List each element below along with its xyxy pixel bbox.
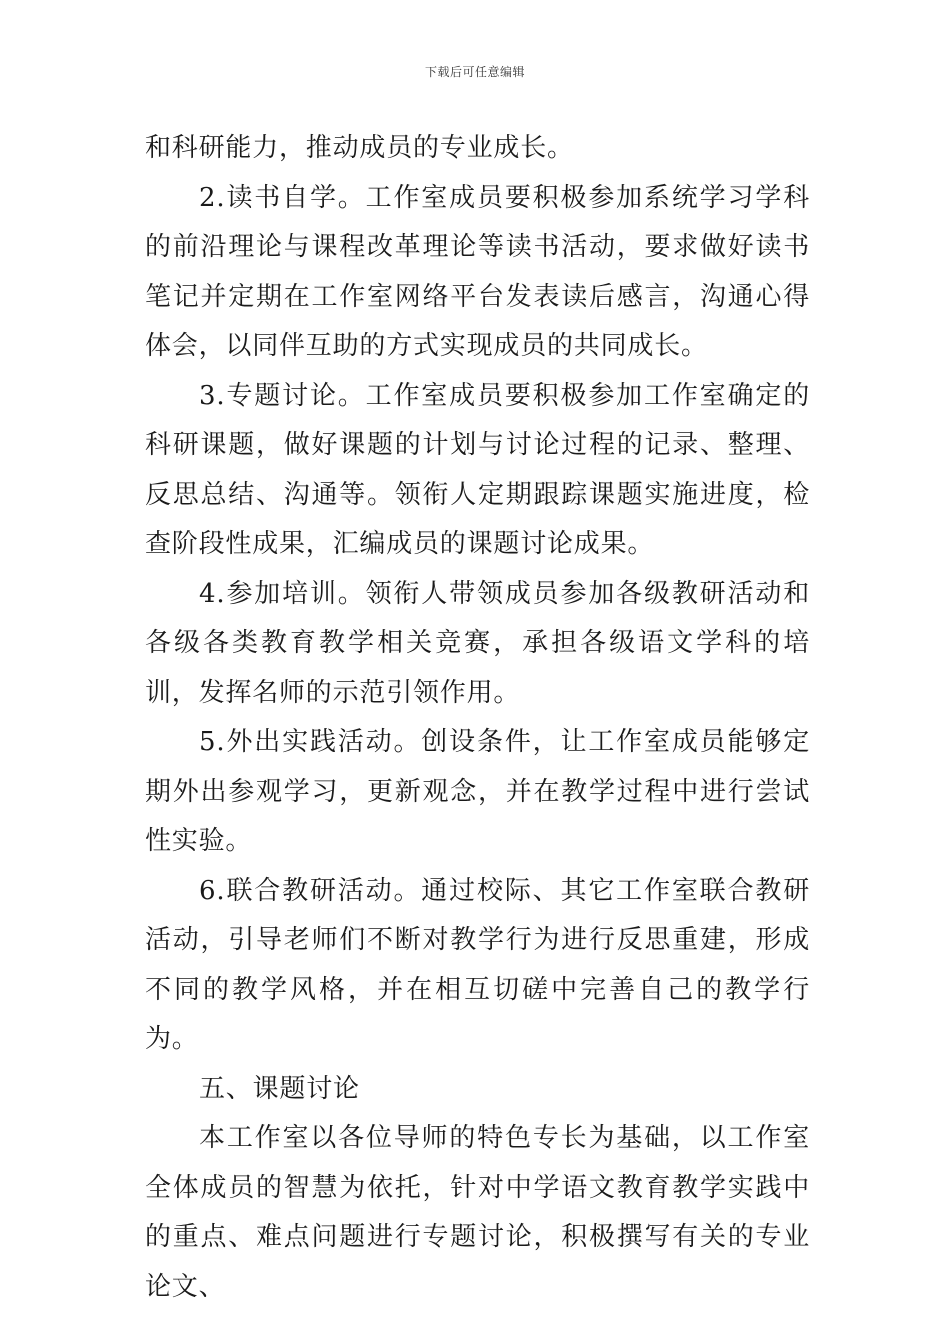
paragraph-joint-research: 6.联合教研活动。通过校际、其它工作室联合教研活动，引导老师们不断对教学行为进行反思重建，形成不同的教学风格，并在相互切磋中完善自己的教学行为。 — [145, 875, 810, 1054]
paragraph: 和科研能力，推动成员的专业成长。 — [145, 133, 574, 163]
document-body — [145, 124, 810, 1312]
section-heading: 五、课题讨论 — [199, 1073, 360, 1104]
paragraph-reading: 2.读书自学。工作室成员要积极参加系统学习学科的前沿理论与课程改革理论等读书活动，要求做好读书笔记并定期在工作室网络平台发表读后感言，沟通心得体会，以同伴互助的方式实现成员的共同成长。 — [145, 182, 810, 361]
paragraph-field-practice: 5.外出实践活动。创设条件，让工作室成员能够定期外出参观学习，更新观念，并在教学过程中进行尝试性实验。 — [145, 727, 810, 856]
paragraph-research-intro: 本工作室以各位导师的特色专长为基础，以工作室全体成员的智慧为依托，针对中学语文教育教学实践中的重点、难点问题进行专题讨论，积极撰写有关的专业论文、 — [145, 1123, 810, 1302]
page-header-note: 下载后可任意编辑 — [424, 65, 525, 79]
paragraph-topic-discussion: 3.专题讨论。工作室成员要积极参加工作室确定的科研课题，做好课题的计划与讨论过程的记录、整理、反思总结、沟通等。领衔人定期跟踪课题实施进度，检查阶段性成果，汇编成员的课题讨论成果。 — [145, 380, 810, 559]
paragraph-training: 4.参加培训。领衔人带领成员参加各级教研活动和各级各类教育教学相关竞赛，承担各级语文学科的培训，发挥名师的示范引领作用。 — [145, 578, 810, 708]
